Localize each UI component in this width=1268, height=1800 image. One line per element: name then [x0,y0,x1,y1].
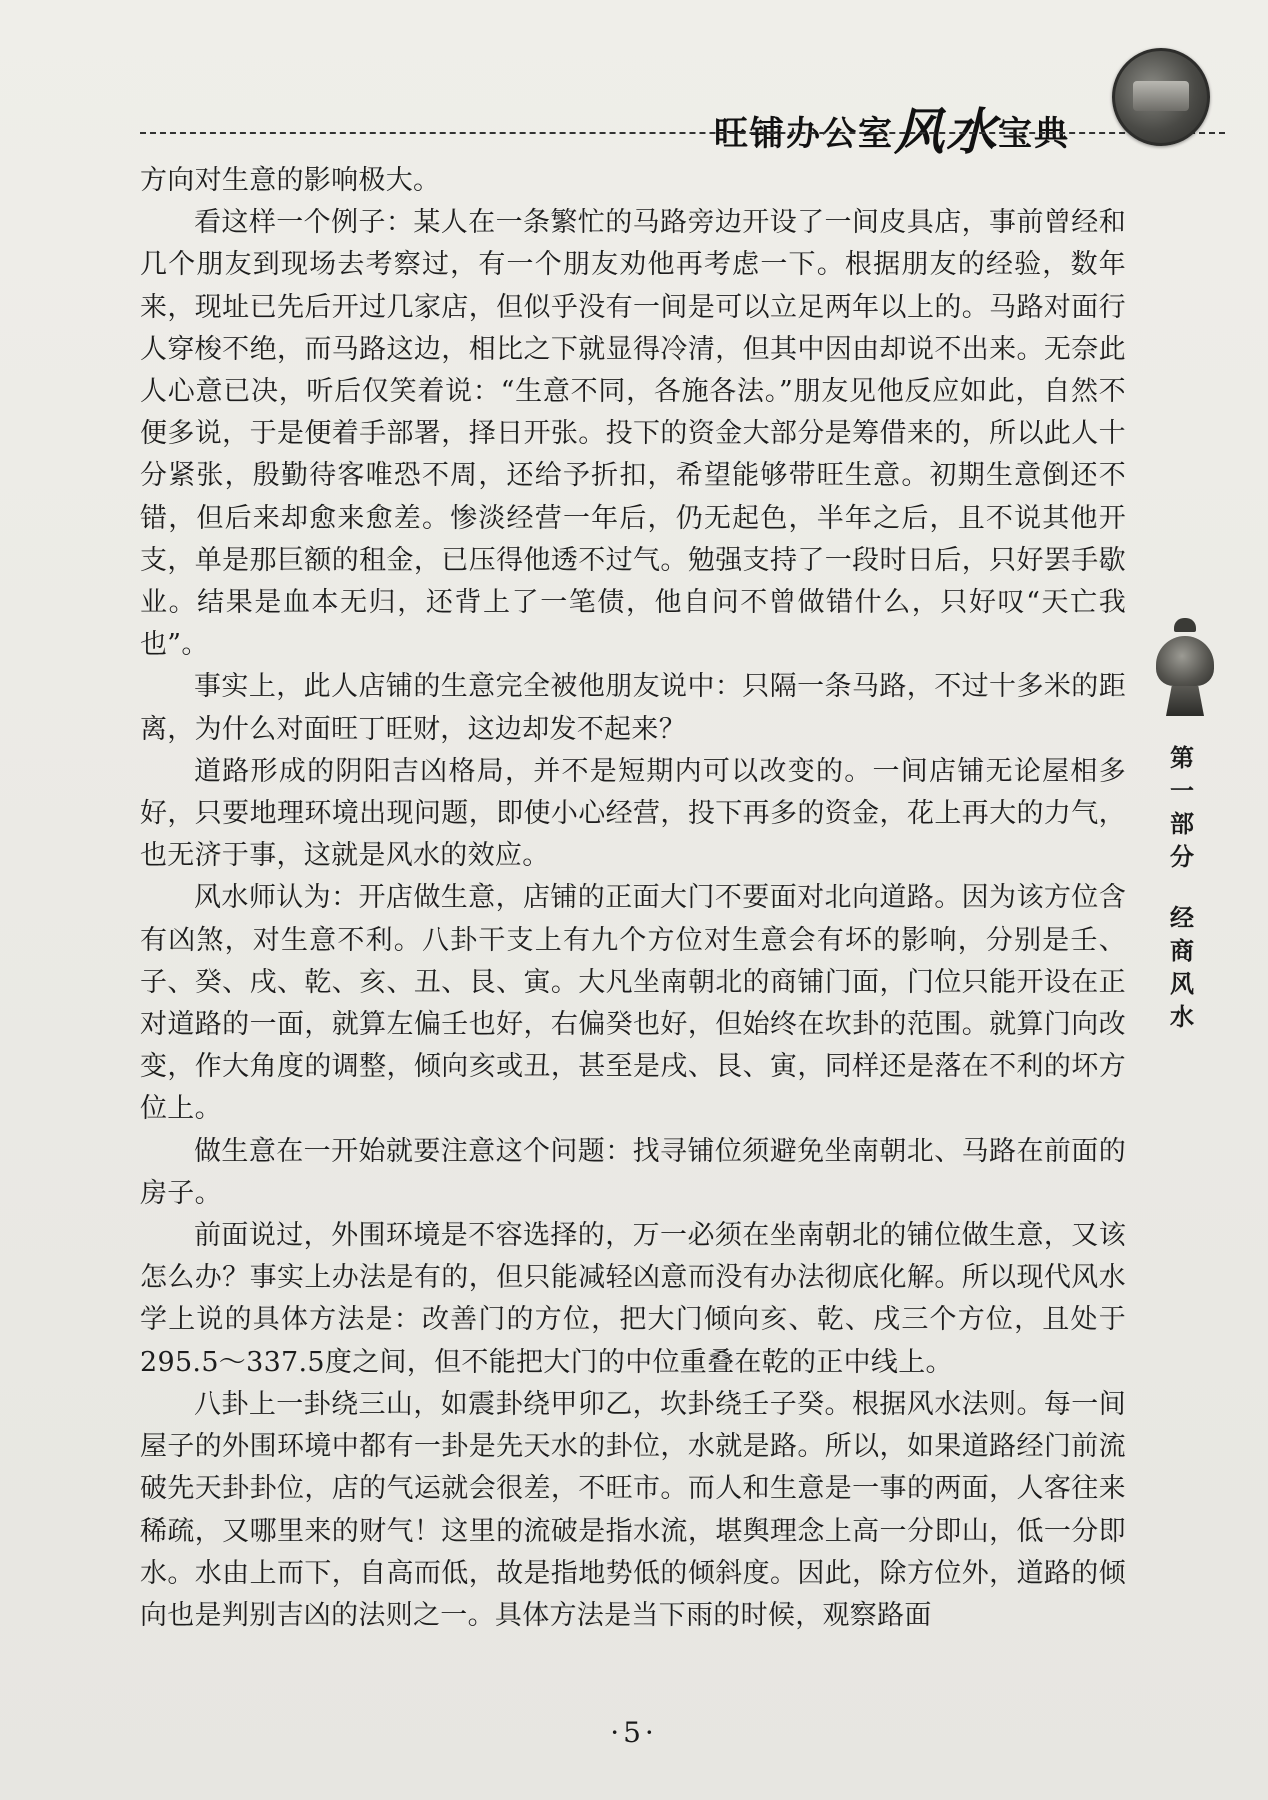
paragraph: 前面说过，外围环境是不容选择的，万一必须在坐南朝北的铺位做生意，又该怎么办？事实上办法是有的，但只能减轻凶意而没有办法彻底化解。所以现代风水学上说的具体方法是：改善门的方位，把大门倾向亥、乾、戌三个方位，且处于295.5～337.5度之间，但不能把大门的中位重叠在乾的正中线上。 [140,1220,1126,1378]
side-tab-char: 风 [1170,970,1194,998]
book-title-big-char-2: 水 [946,102,998,161]
body-text [140,160,1126,1637]
book-title-part2: 宝典 [998,114,1070,154]
side-tab-char: 部 [1170,810,1194,838]
side-tab-char: 一 [1170,777,1194,805]
header-photo-badge [1112,48,1210,146]
side-tab-char: 经 [1170,904,1194,932]
section-side-tab [1162,742,1202,1034]
book-title-big-char-1: 风 [894,102,946,161]
book-title [714,88,1070,160]
side-tab-char: 分 [1170,843,1194,871]
side-tab-char: 水 [1170,1003,1194,1031]
paragraph: 道路形成的阴阳吉凶格局，并不是短期内可以改变的。一间店铺无论屋相多好，只要地理环境出现问题，即使小心经营，投下再多的资金，花上再大的力气，也无济于事，这就是风水的效应。 [140,755,1126,872]
side-tab-char: 商 [1170,937,1194,965]
paragraph-continued: 方向对生意的影响极大。 [140,165,441,196]
censer-icon [1150,618,1220,718]
paragraph: 事实上，此人店铺的生意完全被他朋友说中：只隔一条马路，不过十多米的距离，为什么对面旺丁旺财，这边却发不起来？ [140,671,1126,745]
paragraph: 做生意在一开始就要注意这个问题：找寻铺位须避免坐南朝北、马路在前面的房子。 [140,1135,1126,1209]
censer-foot [1166,686,1204,716]
side-tab-gap [1162,874,1202,902]
paragraph: 八卦上一卦绕三山，如震卦绕甲卯乙，坎卦绕壬子癸。根据风水法则。每一间屋子的外围环境中都有一卦是先天水的卦位，水就是路。所以，如果道路经门前流破先天卦卦位，店的气运就会很差，不旺市。而人和生意是一事的两面，人客往来稀疏，又哪里来的财气！这里的流破是指水流，堪舆理念上高一分即山，低一分即水。水由上而下，自高而低，故是指地势低的倾斜度。因此，除方位外，道路的倾向也是判别吉凶的法则之一。具体方法是当下雨的时候，观察路面 [140,1388,1126,1631]
header-dashed-rule [140,132,1225,134]
book-title-part1: 旺铺办公室 [714,114,894,154]
page-number: ·5· [610,1716,658,1749]
running-header [140,70,1220,161]
header-photo-interior [1133,81,1189,111]
paragraph: 风水师认为：开店做生意，店铺的正面大门不要面对北向道路。因为该方位含有凶煞，对生意不利。八卦干支上有九个方位对生意会有坏的影响，分别是壬、子、癸、戌、乾、亥、丑、艮、寅。大凡坐南朝北的商铺门面，门位只能开设在正对道路的一面，就算左偏壬也好，右偏癸也好，但始终在坎卦的范围。就算门向改变，作大角度的调整，倾向亥或丑，甚至是戌、艮、寅，同样还是落在不利的坏方位上。 [140,882,1126,1125]
side-tab-char: 第 [1170,744,1194,772]
paragraph: 看这样一个例子：某人在一条繁忙的马路旁边开设了一间皮具店，事前曾经和几个朋友到现场去考察过，有一个朋友劝他再考虑一下。根据朋友的经验，数年来，现址已先后开过几家店，但似乎没有一间是可以立足两年以上的。马路对面行人穿梭不绝，而马路这边，相比之下就显得冷清，但其中因由却说不出来。无奈此人心意已决，听后仅笑着说：“生意不同，各施各法。”朋友见他反应如此，自然不便多说，于是便着手部署，择日开张。投下的资金大部分是筹借来的，所以此人十分紧张，殷勤待客唯恐不周，还给予折扣，希望能够带旺生意。初期生意倒还不错，但后来却愈来愈差。惨淡经营一年后，仍无起色，半年之后，且不说其他开支，单是那巨额的租金，已压得他透不过气。勉强支持了一段时日后，只好罢手歇业。结果是血本无归，还背上了一笔债，他自问不曾做错什么，只好叹“天亡我也”。 [140,207,1126,661]
censer-body [1156,636,1214,686]
censer-lid [1174,618,1196,632]
